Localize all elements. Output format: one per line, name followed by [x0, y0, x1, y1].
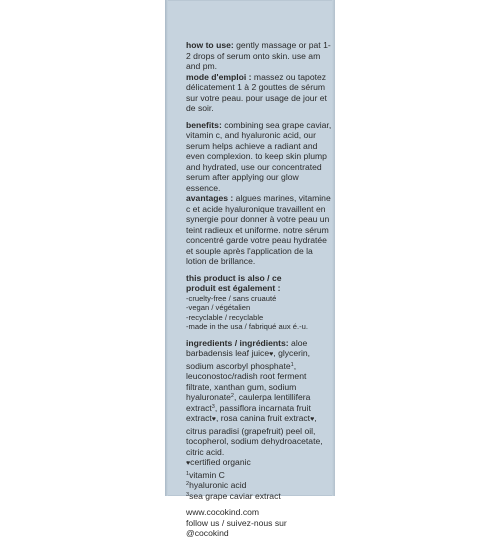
- footnote-marker: 1: [290, 361, 294, 368]
- claims-heading-2: produit est également :: [186, 283, 281, 293]
- box-fold-right: [332, 0, 335, 496]
- footnote-marker: 2: [230, 393, 234, 400]
- footer-section: [186, 507, 332, 539]
- claim-item: -recyclable / recyclable: [186, 312, 264, 322]
- footnote-marker: 3: [211, 403, 215, 410]
- footnote-text: certified organic: [190, 457, 251, 468]
- ingredient-text: , rosa canina fruit extract: [215, 413, 311, 424]
- ingredient-text: , caulerpa lentillifera extract: [186, 392, 311, 413]
- organic-leaf-icon: ♥: [186, 460, 191, 468]
- avantages-label: avantages :: [186, 193, 234, 203]
- mode-emploi-label: mode d'emploi :: [186, 71, 252, 82]
- ingredient-text: , citrus paradisi (grapefruit) peel oil, tocopherol, sodium dehydroacetate, citric acid.: [186, 413, 323, 457]
- footnote-marker: 1: [186, 470, 190, 477]
- ingredient-text: , glycerin, sodium ascorbyl phosphate: [186, 348, 311, 371]
- organic-leaf-icon: ♥: [211, 416, 216, 424]
- benefits-section: [186, 120, 332, 267]
- footnote-marker: 3: [186, 491, 190, 498]
- website-link[interactable]: www.cocokind.com: [186, 507, 260, 518]
- claim-item: -vegan / végétalien: [186, 303, 251, 313]
- benefits-text: combining sea grape caviar, vitamin c, and hyaluronic acid, our serum helps achieve a radiant and even complexion. to keep skin plump and hydrated, use our concentrated serum after applying our glow essence.: [186, 119, 332, 193]
- benefits-label: benefits:: [186, 119, 222, 130]
- how-to-use-section: [186, 40, 332, 114]
- claim-item: -made in the usa / fabriqué aux é.-u.: [186, 322, 308, 332]
- footnote-organic: [186, 457, 332, 470]
- footnote-1: [186, 470, 332, 481]
- ingredients-section: [186, 338, 332, 502]
- organic-leaf-icon: ♥: [269, 351, 274, 359]
- claim-item: -cruelty-free / sans cruauté: [186, 293, 277, 303]
- ingredient-text: , passiflora incarnata fruit extract: [186, 402, 311, 424]
- box-fold-left: [165, 0, 168, 496]
- product-claims-section: [186, 273, 332, 332]
- claims-heading-1: this product is also / ce: [186, 272, 282, 283]
- footnote-2: [186, 480, 332, 491]
- follow-text: follow us / suivez-nous sur: [186, 517, 287, 528]
- footnote-marker: 2: [186, 481, 190, 488]
- social-handle[interactable]: @cocokind: [186, 528, 229, 539]
- avantages-text: algues marines, vitamine c et acide hyaluronique travaillent en synergie pour donner à votre peau un teint radieux et uniforme. notre sérum concentré garde votre peau hydratée et souple après l'application de la lotion de brillance.: [186, 193, 331, 266]
- how-to-use-text: gently massage or pat 1-2 drops of serum onto skin. use am and pm.: [186, 40, 331, 71]
- footnote-3: [186, 491, 332, 502]
- ingredient-text: , leuconostoc/radish root ferment filtrate, xanthan gum, sodium hyaluronate: [186, 360, 307, 403]
- footnote-text: vitamin C: [189, 469, 225, 480]
- label-text-block: [186, 40, 332, 545]
- how-to-use-label: how to use:: [186, 40, 234, 50]
- ingredient-text: aloe barbadensis leaf juice: [186, 337, 308, 359]
- footnote-text: sea grape caviar extract: [189, 490, 281, 501]
- footnote-text: hyaluronic acid: [189, 480, 247, 491]
- organic-leaf-icon: ♥: [310, 416, 315, 424]
- mode-emploi-text: massez ou tapotez délicatement 1 à 2 gouttes de sérum sur votre peau. pour usage de jour et de soir.: [186, 71, 327, 113]
- ingredients-label: ingredients / ingrédients:: [186, 337, 289, 348]
